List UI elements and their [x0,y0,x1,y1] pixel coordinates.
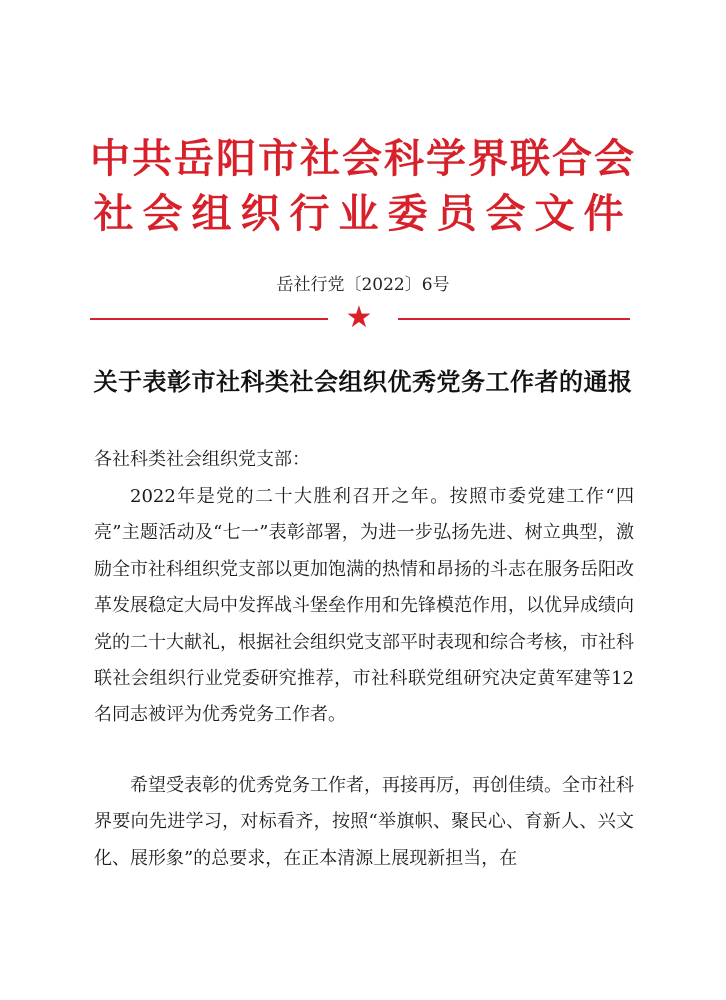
notice-title: 关于表彰市社科类社会组织优秀党务工作者的通报 [93,367,633,396]
red-divider-right [398,318,630,320]
header-title-line-1: 中共岳阳市社会科学界联合会 [90,135,636,182]
red-divider-left [90,318,328,320]
header-title-line-2: 社会组织行业委员会文件 [93,190,633,237]
body-paragraph-2: 希望受表彰的优秀党务工作者，再接再厉，再创佳绩。全市社科界要向先进学习，对标看齐，按照“举旗帜、聚民心、育新人、兴文化、展形象”的总要求，在正本清源上展现新担当，在 [94,775,634,869]
document-number: 岳社行党〔2022〕6号 [276,275,450,295]
star-icon: ★ [345,300,373,335]
salutation: 各社科类社会组织党支部： [94,449,310,470]
body-paragraph-1: 2022年是党的二十大胜利召开之年。按照市委党建工作“四亮”主题活动及“七一”表彰部署，为进一步弘扬先进、树立典型，激励全市社科组织党支部以更加饱满的热情和昂扬的斗志在服务岳阳改革发展稳定大局中发挥战斗堡垒作用和先锋模范作用，以优异成绩向党的二十大献礼，根据社会组织党支部平时表现和综合考核，市社科联社会组织行业党委研究推荐，市社科联党组研究决定黄军建等12名同志被评为优秀党务工作者。 [94,486,634,726]
